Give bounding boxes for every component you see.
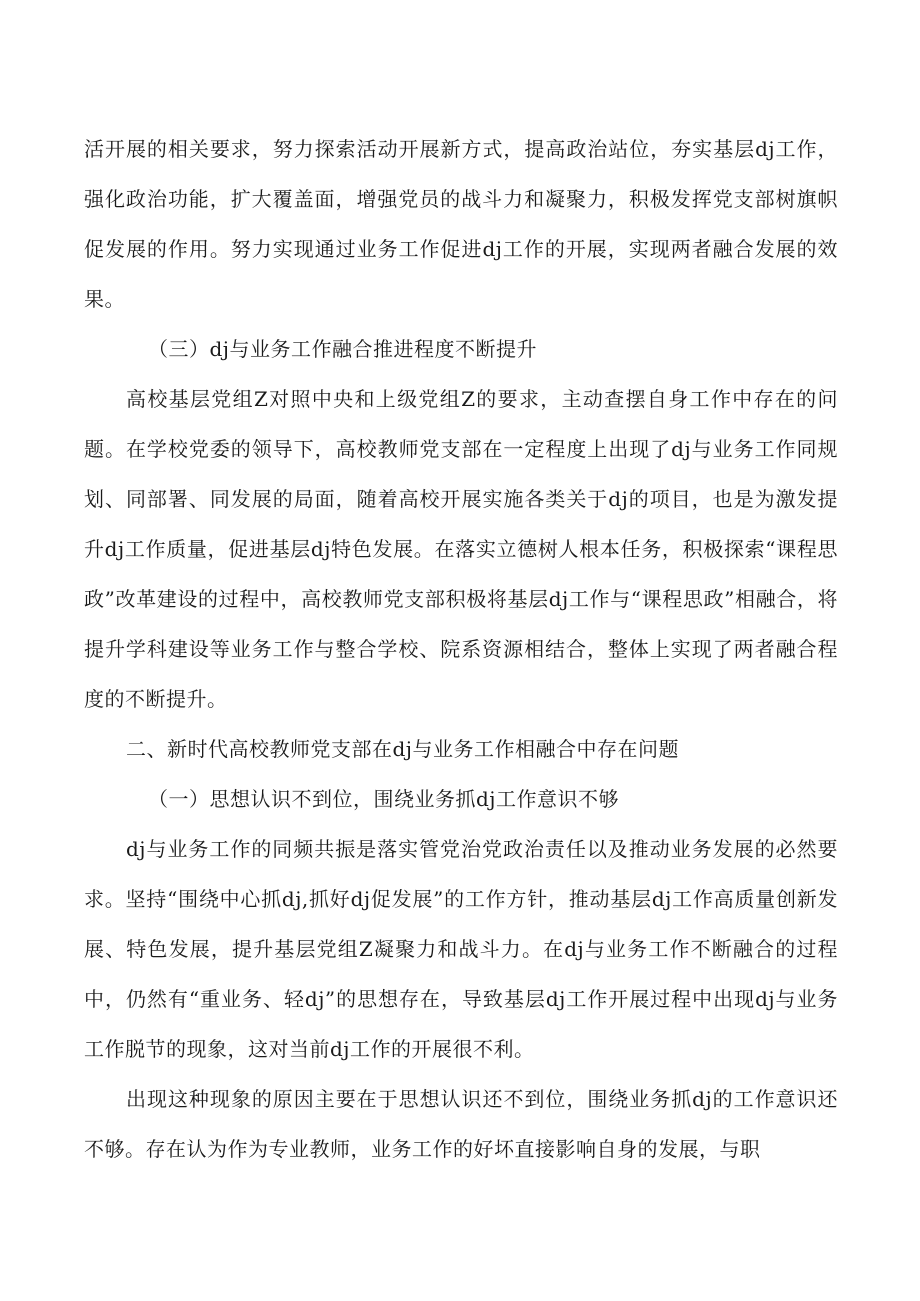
section-heading-3: （三）dj与业务工作融合推进程度不断提升: [148, 337, 538, 361]
paragraph-body: 高校基层党组Z对照中央和上级党组Z的要求，主动查摆自身工作中存在的问题。在学校党委的领导下，高校教师党支部在一定程度上出现了dj与业务工作同规划、同部署、同发展的局面，随着高校开展实施各类关于dj的项目，也是为激发提升dj工作质量，促进基层dj特色发展。在落实立德树人根本任务，积极探索“课程思政”改革建设的过程中，高校教师党支部积极将基层dj工作与“课程思政”相融合，将提升学科建设等业务工作与整合学校、院系资源相结合，整体上实现了两者融合程度的不断提升。: [84, 387, 838, 711]
chapter-heading-2: 二、新时代高校教师党支部在dj与业务工作相融合中存在问题: [126, 737, 680, 761]
document-page: [84, 124, 838, 1174]
paragraph-continuation: 活开展的相关要求，努力探索活动开展新方式，提高政治站位，夯实基层dj工作，强化政治功能，扩大覆盖面，增强党员的战斗力和凝聚力，积极发挥党支部树旗帜促发展的作用。努力实现通过业务工作促进dj工作的开展，实现两者融合发展的效果。: [84, 137, 838, 311]
paragraph-body: dj与业务工作的同频共振是落实管党治党政治责任以及推动业务发展的必然要求。坚持“围绕中心抓dj,抓好dj促发展”的工作方针，推动基层dj工作高质量创新发展、特色发展，提升基层党组Z凝聚力和战斗力。在dj与业务工作不断融合的过程中，仍然有“重业务、轻dj”的思想存在，导致基层dj工作开展过程中出现dj与业务工作脱节的现象，这对当前dj工作的开展很不利。: [84, 837, 838, 1061]
section-heading-1: （一）思想认识不到位，围绕业务抓dj工作意识不够: [148, 787, 620, 811]
paragraph-body: 出现这种现象的原因主要在于思想认识还不到位，围绕业务抓dj的工作意识还不够。存在认为作为专业教师，业务工作的好坏直接影响自身的发展，与职: [84, 1087, 838, 1161]
